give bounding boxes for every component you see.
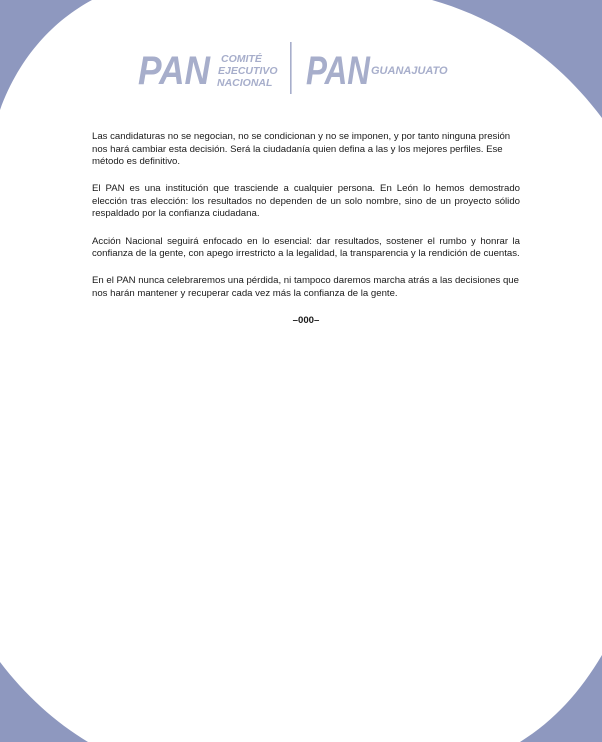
logo-right-subtitle: GUANAJUATO (371, 65, 448, 77)
logo-left-subtitle-line-2: EJECUTIVO (218, 65, 278, 77)
paragraph-1: Las candidaturas no se negocian, no se condicionan y no se imponen, y por tanto ninguna presión nos hará cambiar esta decisión. Será la ciudadanía quien defina a las y los mejores perfiles. Ese método es definitivo. (92, 131, 511, 168)
logo-right-mark: PAN (306, 49, 371, 93)
paragraph-4: En el PAN nunca celebraremos una pérdida, ni tampoco daremos marcha atrás a las decisiones que nos harán mantener y recuperar cada vez más la confianza de la gente. (92, 275, 519, 299)
header-logos (0, 0, 602, 110)
logo-left-subtitle-line-3: NACIONAL (217, 77, 273, 89)
bottom-left-swoosh (0, 662, 88, 742)
logo-left-subtitle-line-1: COMITÉ (221, 53, 262, 65)
paragraph-3: Acción Nacional seguirá enfocado en lo esencial: dar resultados, sostener el rumbo y honrar la confianza de la gente, con apego irrestricto a la legalidad, la transparencia y la rendición de cuentas. (92, 235, 520, 260)
press-release-body (92, 131, 520, 342)
logo-divider (290, 42, 292, 94)
closing-mark: –000– (292, 314, 320, 326)
logo-left-mark: PAN (138, 49, 211, 93)
bottom-right-swoosh (520, 655, 602, 742)
paragraph-2: El PAN es una institución que trasciende a cualquier persona. En León lo hemos demostrado elección tras elección: los resultados no dependen de un solo nombre, sino de un proyecto sólido respaldado por la confianza ciudadana. (92, 183, 520, 220)
